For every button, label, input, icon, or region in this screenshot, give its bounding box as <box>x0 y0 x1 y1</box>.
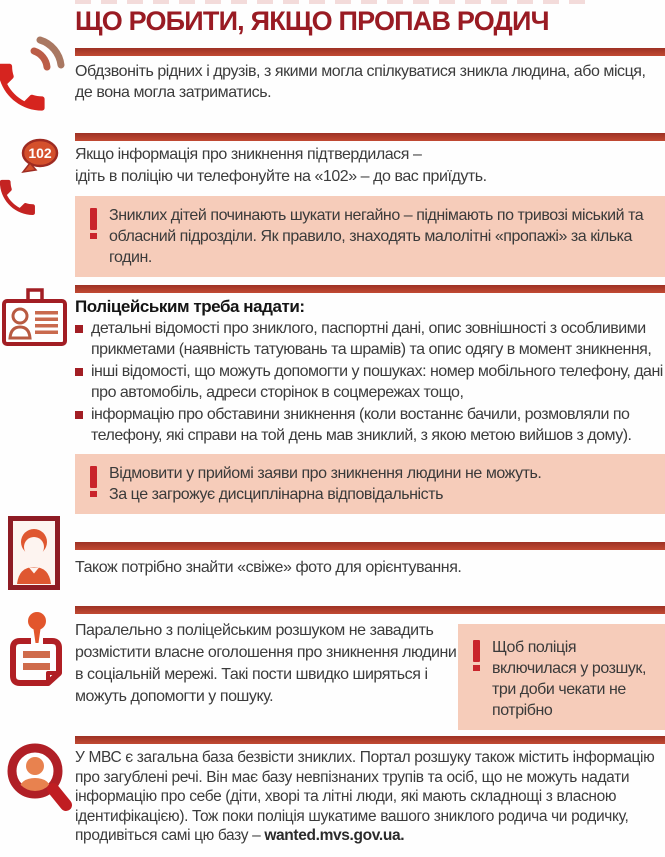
exclamation-icon <box>90 208 97 239</box>
exclamation-icon <box>90 466 97 497</box>
bullet-square-icon <box>75 368 83 376</box>
callout-text: Відмовити у прийомі заяви про зникнення людини не можуть. За це загрожує дисциплінарна відповідальність <box>109 465 542 503</box>
wanted-database-url[interactable]: wanted.mvs.gov.ua. <box>264 827 405 845</box>
section-divider <box>75 606 665 614</box>
provide-info-list <box>75 319 663 448</box>
cropped-text-artifact <box>75 0 590 4</box>
section-divider <box>75 133 665 141</box>
badge-102-label: 102 <box>28 145 52 161</box>
callout-text: Щоб поліція включилася у розшук, три доби чекати не потрібно <box>492 639 646 719</box>
callout-cannot-refuse <box>75 454 665 514</box>
text-line: ідіть в поліцію чи телефонуйте на «102» – до вас приїдуть. <box>75 168 487 185</box>
list-item: детальні відомості про зниклого, паспортні дані, опис зовнішності з особливими прикметами (наявність татуювань та шрамів) та опис одягу в момент зникнення, <box>75 319 663 360</box>
section-fresh-photo-text: Також потрібно знайти «свіже» фото для орієнтування. <box>75 559 462 576</box>
phone-102-icon <box>0 136 68 229</box>
exclamation-icon <box>473 640 480 671</box>
portrait-photo-icon <box>8 516 60 595</box>
section-divider <box>75 285 665 293</box>
section-call-police-text <box>75 144 661 188</box>
list-item: інформацію про обставини зникнення (коли востаннє бачили, розмовляли по телефону, які справи на той день мав зниклий, з якою метою вийшов з дому). <box>75 405 663 446</box>
callout-text: Зниклих дітей починають шукати негайно – піднімають по тривозі міський та обласний підрозділи. Як правило, знаходять малолітні «пропажі» за кілька годин. <box>109 207 644 266</box>
bullet-square-icon <box>75 325 83 333</box>
pinned-note-icon <box>6 610 68 701</box>
bullet-square-icon <box>75 411 83 419</box>
section-call-relatives-text: Обдзвоніть рідних і друзів, з якими могла спілкуватися зникла людина, або місця, де вона могла затриматись. <box>75 63 646 101</box>
page-title: ЩО РОБИТИ, ЯКЩО ПРОПАВ РОДИЧ <box>75 6 549 36</box>
phone-waves-icon <box>0 36 70 129</box>
section-mvs-database-text <box>75 748 661 846</box>
list-item: інші відомості, що можуть допомогти у пошуках: номер мобільного телефону, дані про автомобіль, адреси сторінок в соцмережах тощо, <box>75 362 663 403</box>
section-divider <box>75 542 665 550</box>
section-divider <box>75 48 665 56</box>
section-social-post-text: Паралельно з поліцейським розшуком не завадить розмістити власне оголошення про зникнення людини в соціальній мережі. Такі пости швидко ширяться і можуть допомогти у пошуку. <box>75 622 457 705</box>
id-card-icon <box>2 288 68 357</box>
body-text: У МВС є загальна база безвісти зниклих. Портал розшуку також містить інформацію про загублені речі. Він має базу невпізнаних трупів та осіб, що не можуть надати інформацію про себе (діти, хворі та літні люди, які мають складнощі з власною ідентифікацією). Тож поки поліція шукатиме вашого зниклого родича чи родичку, продивіться самі цю базу – <box>75 749 655 845</box>
section-divider <box>75 736 665 744</box>
section-provide-info-heading: Поліцейським треба надати: <box>75 297 305 316</box>
callout-no-three-days <box>458 624 665 730</box>
text-line: Якщо інформація про зникнення підтвердилася – <box>75 146 422 163</box>
search-person-icon <box>4 740 74 831</box>
callout-children-search <box>75 196 665 277</box>
